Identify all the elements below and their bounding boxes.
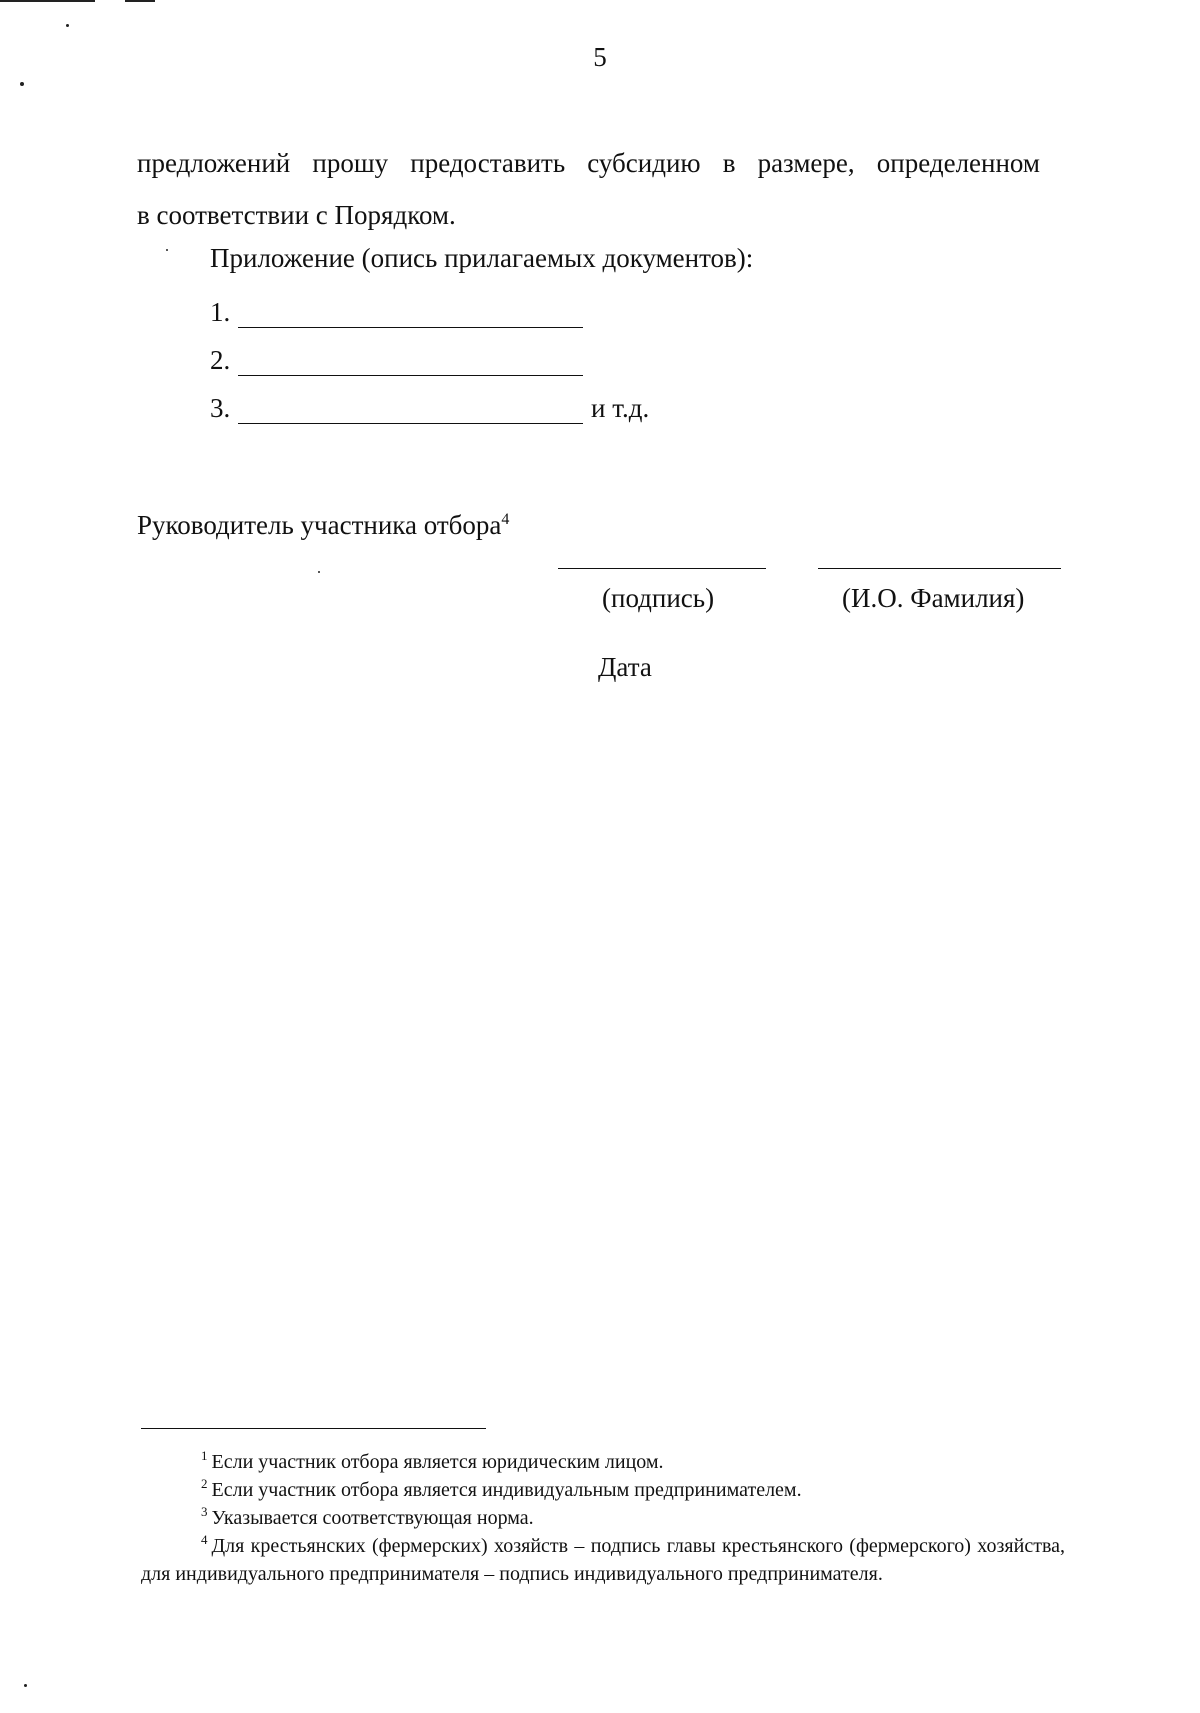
footnote-text: Для крестьянских (фермерских) хозяйств – подпись главы крестьянского (фермерского) хозяйства, для индивидуального предпринимателя – подпись индивидуального предпринимателя.: [141, 1535, 1065, 1585]
footnote: [141, 1476, 1065, 1504]
appendix-item: [210, 345, 583, 376]
footnote-ref: 4: [501, 511, 510, 528]
scan-speck: [24, 1684, 27, 1687]
request-paragraph: [137, 137, 1040, 241]
appendix-item-blank-line: [238, 301, 583, 328]
footnote-mark: 3: [201, 1504, 208, 1520]
appendix-item-suffix: и т.д.: [591, 393, 650, 423]
appendix-item-number: 1.: [210, 297, 231, 327]
appendix-item-blank-line: [238, 397, 583, 424]
footnote-text: Указывается соответствующая норма.: [211, 1507, 534, 1529]
head-label-text: Руководитель участника отбора: [137, 510, 502, 540]
footnote-separator: [141, 1428, 486, 1429]
footnote-text: Если участник отбора является юридическим лицом.: [211, 1451, 664, 1473]
appendix-item: [210, 297, 583, 328]
date-label: Дата: [598, 652, 652, 682]
footnote: [141, 1448, 1065, 1476]
scan-speck: [20, 82, 24, 86]
footnote-mark: 2: [201, 1476, 208, 1492]
footnote-text: Если участник отбора является индивидуальным предпринимателем.: [211, 1479, 802, 1501]
appendix-item-number: 3.: [210, 393, 231, 423]
name-line: [818, 568, 1061, 569]
footnotes: [141, 1448, 1065, 1588]
appendix-item-blank-line: [238, 349, 583, 376]
paragraph-line-2: в соответствии с Порядком.: [137, 200, 456, 230]
scan-artifact-top-mid: [125, 0, 155, 2]
appendix-item-number: 2.: [210, 345, 231, 375]
name-caption: (И.О. Фамилия): [842, 583, 1025, 613]
scan-speck: [318, 571, 320, 573]
scan-speck: [166, 249, 168, 251]
appendix-heading: Приложение (опись прилагаемых документов):: [210, 243, 754, 273]
footnote-mark: 1: [201, 1448, 208, 1464]
appendix-item: [210, 393, 649, 424]
footnote: [141, 1532, 1065, 1588]
page-number: 5: [593, 42, 607, 72]
head-of-participant-label: [137, 510, 509, 541]
scan-artifact-top-left: [0, 0, 95, 2]
footnote-mark: 4: [201, 1532, 208, 1548]
signature-line: [558, 568, 766, 569]
footnote: [141, 1504, 1065, 1532]
signature-caption: (подпись): [602, 583, 715, 613]
scan-speck: [66, 24, 69, 27]
paragraph-line-1: предложений прошу предоставить субсидию в размере, определенном: [137, 148, 1040, 178]
